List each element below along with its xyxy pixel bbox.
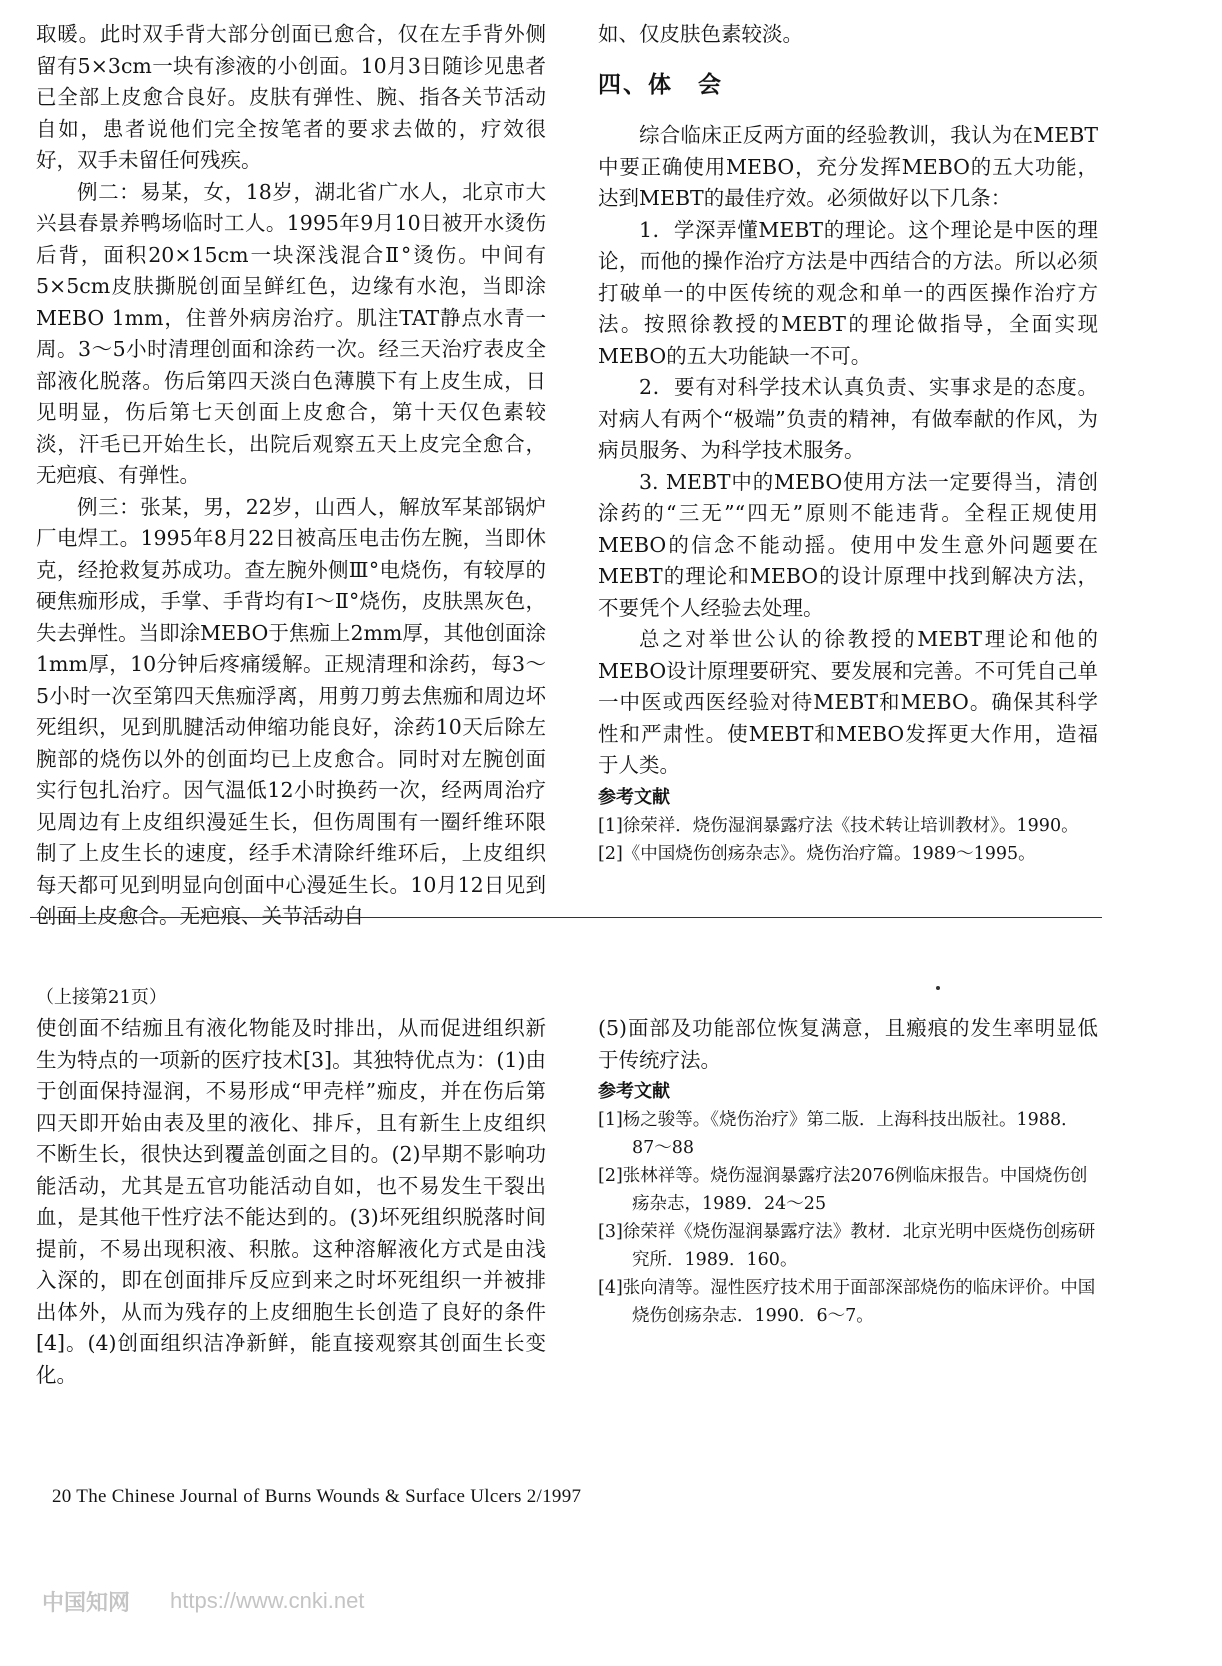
paragraph: 使创面不结痂且有液化物能及时排出，从而促进组织新生为特点的一项新的医疗技术[3]。其独特优点为：(1)由于创面保持湿润，不易形成“甲壳样”痂皮，并在伤后第四天即开始由表及里的液化、排斥，且有新生上皮组织不断生长，很快达到覆盖创面之目的。(2)早期不影响功能活动，尤其是五官功能活动自如，也不易发生干裂出血，是其他干性疗法不能达到的。(3)坏死组织脱落时间提前，不易出现积液、积脓。这种溶解液化方式是由浅入深的，即在创面排斥反应到来之时坏死组织一并被排出体外，从而为残存的上皮细胞生长创造了良好的条件[4]。(4)创面组织洁净新鲜，能直接观察其创面生长变化。 <box>36 1016 546 1387</box>
reference-item: [4]张向清等。湿性医疗技术用于面部深部烧伤的临床评价。中国烧伤创疡杂志．1990．6～7。 <box>598 1278 1096 1326</box>
reference-item: [1]杨之骏等。《烧伤治疗》第二版．上海科技出版社。1988．87～88 <box>598 1110 1079 1158</box>
bottom-right-column <box>598 1013 1098 1330</box>
reference-item: [3]徐荣祥《烧伤湿润暴露疗法》教材．北京光明中医烧伤创疡研究所．1989．160。 <box>598 1222 1096 1270</box>
reference-item: [2]张林祥等。烧伤湿润暴露疗法2076例临床报告。中国烧伤创疡杂志，1989．24～25 <box>598 1166 1088 1214</box>
print-speck <box>936 986 940 990</box>
continued-from-note: （上接第21页） <box>36 987 167 1008</box>
paragraph-point-two: 2．要有对科学技术认真负责、实事求是的态度。对病人有两个“极端”负责的精神，有做奉献的作风，为病员服务、为科学技术服务。 <box>598 375 1098 462</box>
cnki-logo: 中国知网 <box>42 1590 131 1615</box>
top-left-column <box>36 19 546 933</box>
references-heading: 参考文献 <box>598 1081 670 1102</box>
paragraph: 综合临床正反两方面的经验教训，我认为在MEBT中要正确使用MEBO，充分发挥MEBO的五大功能，达到MEBT的最佳疗效。必须做好以下几条： <box>598 123 1098 210</box>
references-heading: 参考文献 <box>598 786 670 808</box>
section-divider <box>30 917 1102 918</box>
cnki-url: https://www.cnki.net <box>170 1588 365 1613</box>
section-heading: 四、体 会 <box>598 70 723 98</box>
paragraph: 取暖。此时双手背大部分创面已愈合，仅在左手背外侧留有5×3cm一块有渗液的小创面。10月3日随诊见患者已全部上皮愈合良好。皮肤有弹性、腕、指各关节活动自如，患者说他们完全按笔者的要求去做的，疗效很好，双手未留任何残疾。 <box>36 22 546 172</box>
page-footer: 20 The Chinese Journal of Burns Wounds & Surface Ulcers 2/1997 <box>52 1486 582 1507</box>
paragraph-case-three: 例三：张某，男，22岁，山西人，解放军某部锅炉厂电焊工。1995年8月22日被高压电击伤左腕，当即休克，经抢救复苏成功。查左腕外侧Ⅲ°电烧伤，有较厚的硬焦痂形成，手掌、手背均有Ⅰ～Ⅱ°烧伤，皮肤黑灰色，失去弹性。当即涂MEBO于焦痂上2mm厚，其他创面涂1mm厚，10分钟后疼痛缓解。正规清理和涂药，每3～5小时一次至第四天焦痂浮离，用剪刀剪去焦痂和周边坏死组织，见到肌腱活动伸缩功能良好，涂药10天后除左腕部的烧伤以外的创面均已上皮愈合。同时对左腕创面实行包扎治疗。因气温低12小时换药一次，经两周治疗见周边有上皮组织漫延生长，但伤周围有一圈纤维环限制了上皮生长的速度，经手术清除纤维环后，上皮组织每天都可见到明显向创面中心漫延生长。10月12日见到创面上皮愈合。无疤痕、关节活动自 <box>36 494 546 928</box>
reference-item: [2]《中国烧伤创疡杂志》。烧伤治疗篇。1989～1995。 <box>598 843 1036 864</box>
paragraph-point-three: 3. MEBT中的MEBO使用方法一定要得当，清创涂药的“三无”“四无”原则不能违背。全程正规使用MEBO的信念不能动摇。使用中发生意外问题要在MEBT的理论和MEBO的设计原理中找到解决方法，不要凭个人经验去处理。 <box>598 469 1098 620</box>
bottom-left-column <box>36 983 546 1391</box>
paragraph-case-two: 例二：易某，女，18岁，湖北省广水人，北京市大兴县春景养鸭场临时工人。1995年9月10日被开水烫伤后背，面积20×15cm一块深浅混合Ⅱ°烫伤。中间有5×5cm皮肤撕脱创面呈鲜红色，边缘有水泡，当即涂MEBO 1mm，住普外病房治疗。肌注TAT静点水青一周。3～5小时清理创面和涂药一次。经三天治疗表皮全部液化脱落。伤后第四天淡白色薄膜下有上皮生成，日见明显，伤后第七天创面上皮愈合，第十天仅色素较淡，汗毛已开始生长，出院后观察五天上皮完全愈合，无疤痕、有弹性。 <box>36 179 546 487</box>
paragraph: 如、仅皮肤色素较淡。 <box>598 22 803 46</box>
paragraph: (5)面部及功能部位恢复满意，且瘢痕的发生率明显低于传统疗法。 <box>598 1016 1098 1072</box>
top-right-column <box>598 19 1098 868</box>
paragraph-summary: 总之对举世公认的徐教授的MEBT理论和他的MEBO设计原理要研究、要发展和完善。不可凭自己单一中医或西医经验对待MEBT和MEBO。确保其科学性和严肃性。使MEBT和MEBO发挥更大作用，造福于人类。 <box>598 627 1098 777</box>
paragraph-point-one: 1．学深弄懂MEBT的理论。这个理论是中医的理论，而他的操作治疗方法是中西结合的方法。所以必须打破单一的中医传统的观念和单一的西医操作治疗方法。按照徐教授的MEBT的理论做指导，全面实现MEBO的五大功能缺一不可。 <box>598 217 1098 368</box>
reference-item: [1]徐荣祥．烧伤湿润暴露疗法《技术转让培训教材》。1990。 <box>598 815 1079 836</box>
